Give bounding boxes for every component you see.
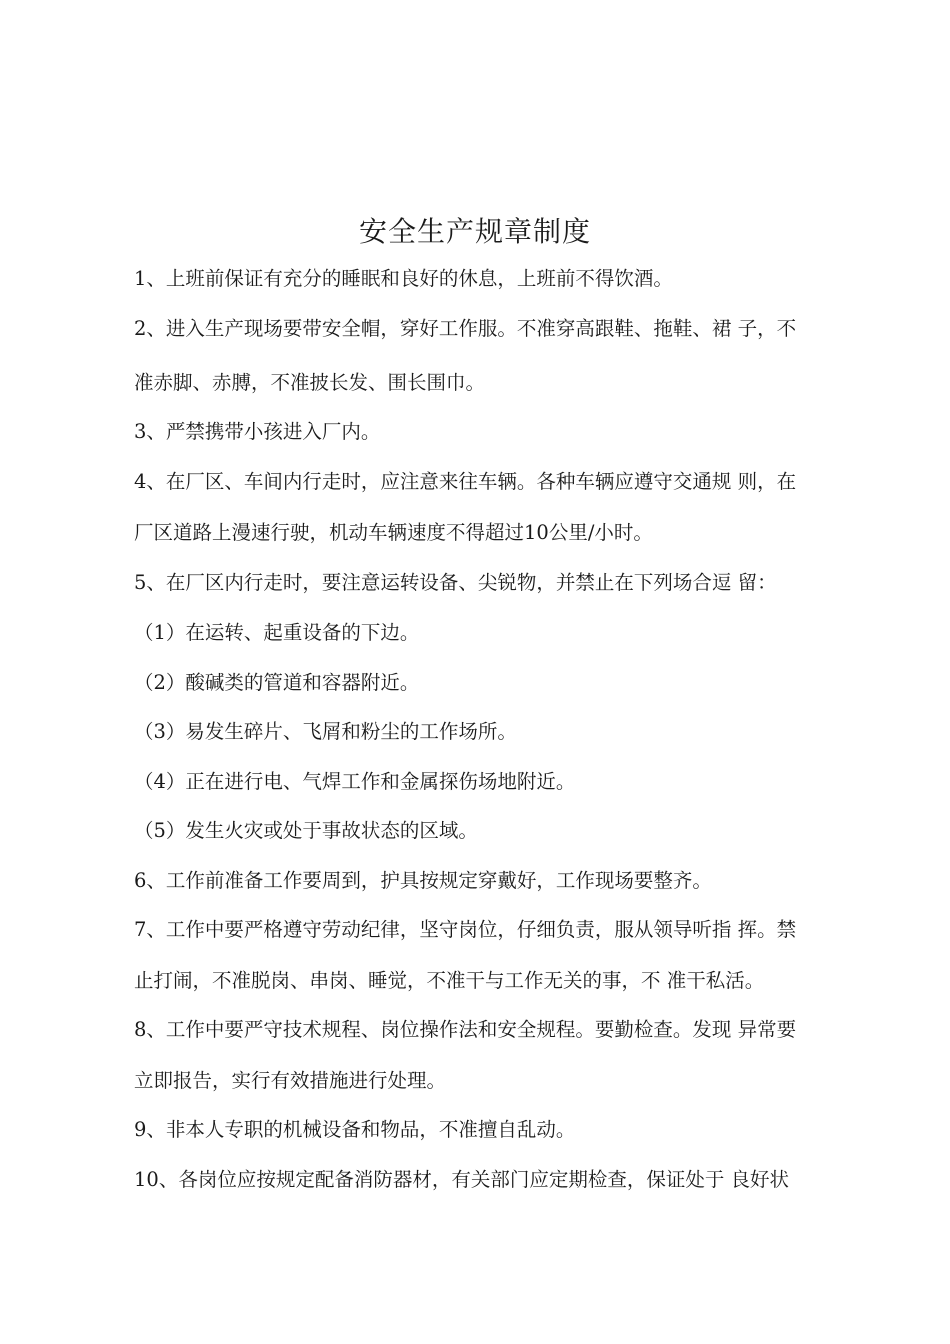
rule-4-line-2: 厂区道路上漫速行驶，机动车辆速度不得超过10公里/小时。 bbox=[134, 521, 653, 544]
rule-8-line-1: 8、工作中要严守技术规程、岗位操作法和安全规程。要勤检查。发现 异常要 bbox=[134, 1018, 797, 1041]
rule-5-item-1: （1）在运转、起重设备的下边。 bbox=[134, 621, 420, 644]
rule-1-line-1: 1、上班前保证有充分的睡眠和良好的休息，上班前不得饮酒。 bbox=[134, 267, 673, 290]
rule-5-item-5: （5）发生火灾或处于事故状态的区域。 bbox=[134, 819, 478, 842]
rule-7-line-1: 7、工作中要严格遵守劳动纪律，坚守岗位，仔细负责，服从领导听指 挥。禁 bbox=[134, 918, 797, 941]
rule-5-item-2: （2）酸碱类的管道和容器附近。 bbox=[134, 671, 420, 694]
rule-8-line-2: 立即报告，实行有效措施进行处理。 bbox=[134, 1069, 447, 1092]
rule-5-item-3: （3）易发生碎片、飞屑和粉尘的工作场所。 bbox=[134, 720, 517, 743]
rule-2-line-2: 准赤脚、赤膊，不准披长发、围长围巾。 bbox=[134, 371, 486, 394]
rule-5-item-4: （4）正在进行电、气焊工作和金属探伤场地附近。 bbox=[134, 770, 576, 793]
rule-5-line-1: 5、在厂区内行走时，要注意运转设备、尖锐物，并禁止在下列场合逗 留： bbox=[134, 571, 777, 594]
rule-7-line-2: 止打闹，不准脱岗、串岗、睡觉，不准干与工作无关的事，不 准干私活。 bbox=[134, 969, 765, 992]
rule-9-line-1: 9、非本人专职的机械设备和物品，不准擅自乱动。 bbox=[134, 1118, 576, 1141]
rule-6-line-1: 6、工作前准备工作要周到，护具按规定穿戴好，工作现场要整齐。 bbox=[134, 869, 712, 892]
rule-4-line-1: 4、在厂区、车间内行走时，应注意来往车辆。各种车辆应遵守交通规 则，在 bbox=[134, 470, 797, 493]
rule-10-line-1: 10、各岗位应按规定配备消防器材，有关部门应定期检查，保证处于 良好状 bbox=[134, 1168, 790, 1191]
rule-2-line-1: 2、进入生产现场要带安全帽，穿好工作服。不准穿高跟鞋、拖鞋、裙 子，不 bbox=[134, 317, 797, 340]
document-title: 安全生产规章制度 bbox=[358, 215, 591, 248]
rule-3-line-1: 3、严禁携带小孩进入厂内。 bbox=[134, 420, 381, 443]
